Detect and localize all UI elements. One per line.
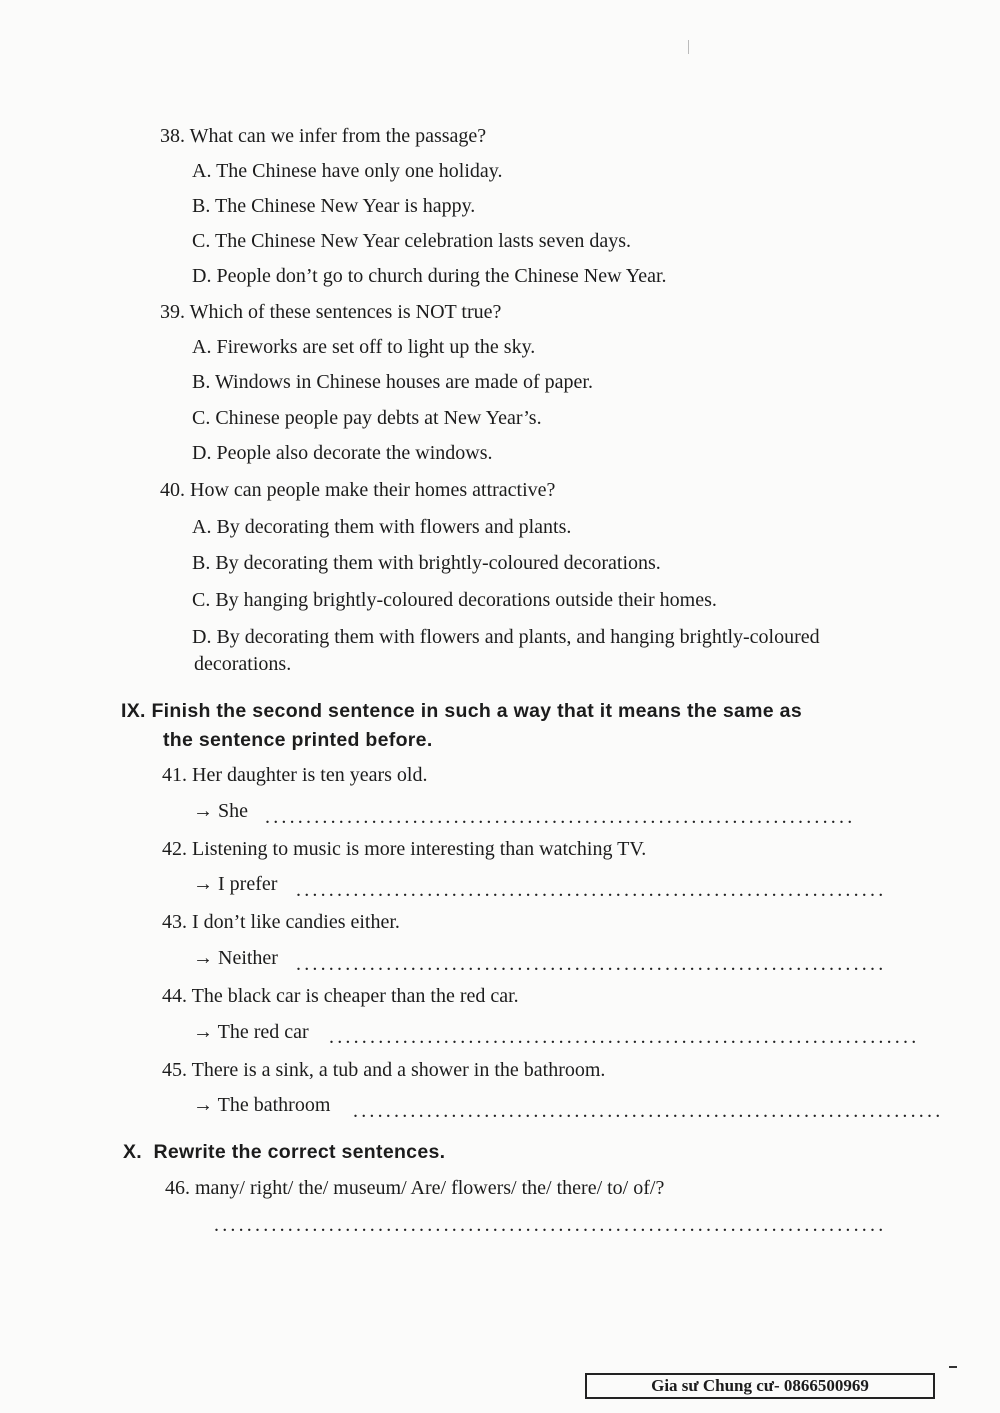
question-39-option-a: A. Fireworks are set off to light up the sky.: [192, 336, 536, 358]
question-40-option-b: B. By decorating them with brightly-coloured decorations.: [192, 552, 661, 574]
question-38-option-d: D. People don’t go to church during the Chinese New Year.: [192, 265, 667, 287]
question-45-answer-start: → The bathroom: [193, 1094, 331, 1116]
question-40-option-d-continuation: decorations.: [194, 653, 292, 675]
question-40-stem: 40. How can people make their homes attractive?: [160, 479, 556, 501]
question-39-option-c: C. Chinese people pay debts at New Year’s.: [192, 407, 542, 429]
question-38-option-b: B. The Chinese New Year is happy.: [192, 195, 476, 217]
question-39-option-b: B. Windows in Chinese houses are made of paper.: [192, 371, 593, 393]
question-43-answer-line[interactable]: ........................................................................: [296, 953, 887, 975]
section-ix-heading-line2: the sentence printed before.: [163, 729, 433, 751]
question-38-stem: 38. What can we infer from the passage?: [160, 125, 487, 147]
question-42-stem: 42. Listening to music is more interesting than watching TV.: [162, 838, 647, 860]
question-43-answer-start: → Neither: [193, 947, 278, 969]
question-40-option-d: D. By decorating them with flowers and plants, and hanging brightly-coloured: [192, 626, 820, 648]
question-38-option-a: A. The Chinese have only one holiday.: [192, 160, 503, 182]
question-41-answer-start: → She: [193, 800, 248, 822]
question-44-stem: 44. The black car is cheaper than the red car.: [162, 985, 519, 1007]
question-41-answer-line[interactable]: ........................................................................: [265, 806, 856, 828]
question-44-answer-start: → The red car: [193, 1021, 309, 1043]
question-42-answer-line[interactable]: ........................................................................: [296, 879, 887, 901]
question-41-stem: 41. Her daughter is ten years old.: [162, 764, 428, 786]
question-40-option-c: C. By hanging brightly-coloured decorations outside their homes.: [192, 589, 717, 611]
section-ix-heading: IX. Finish the second sentence in such a way that it means the same as: [121, 700, 802, 722]
question-46-answer-line[interactable]: ..................................................................................: [214, 1214, 887, 1236]
question-39-option-d: D. People also decorate the windows.: [192, 442, 493, 464]
scan-mark: [949, 1366, 957, 1368]
question-45-stem: 45. There is a sink, a tub and a shower in the bathroom.: [162, 1059, 606, 1081]
scan-mark: [688, 40, 689, 54]
section-x-heading: X. Rewrite the correct sentences.: [123, 1141, 446, 1163]
question-40-option-a: A. By decorating them with flowers and plants.: [192, 516, 572, 538]
question-44-answer-line[interactable]: ........................................................................: [329, 1026, 920, 1048]
question-43-stem: 43. I don’t like candies either.: [162, 911, 400, 933]
question-46-prompt: 46. many/ right/ the/ museum/ Are/ flowers/ the/ there/ to/ of/?: [165, 1177, 665, 1199]
footer-tutor-label: Gia sư Chung cư- 0866500969: [585, 1373, 935, 1399]
question-38-option-c: C. The Chinese New Year celebration lasts seven days.: [192, 230, 631, 252]
question-42-answer-start: → I prefer: [193, 873, 278, 895]
question-39-stem: 39. Which of these sentences is NOT true?: [160, 301, 502, 323]
question-45-answer-line[interactable]: ........................................................................: [353, 1100, 944, 1122]
